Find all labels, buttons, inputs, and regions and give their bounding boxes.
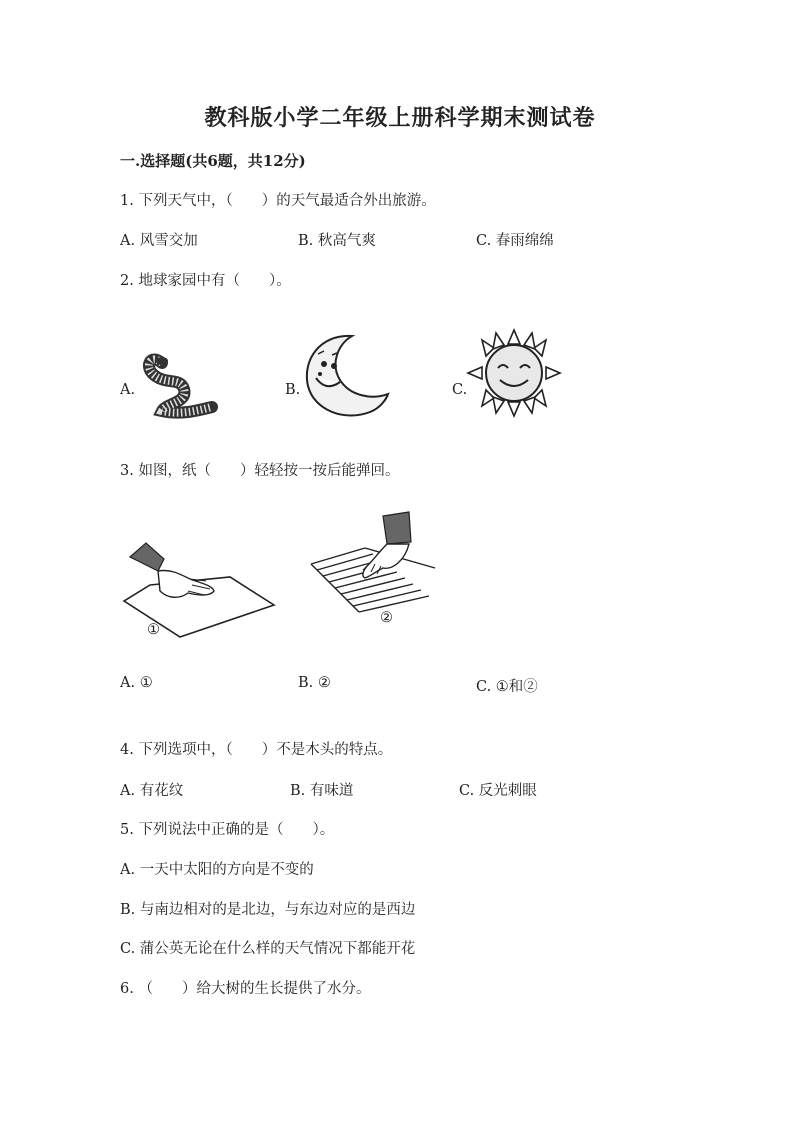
question-2-text: 2. 地球家园中有（ ）。 <box>120 273 291 289</box>
question-2-option-b[interactable]: B. <box>285 382 301 398</box>
corrugated-paper-hand-icon <box>305 512 445 612</box>
question-5-option-a[interactable]: A. 一天中太阳的方向是不变的 <box>120 862 314 878</box>
question-2-option-a[interactable]: A. <box>120 382 136 398</box>
page-title: 教科版小学二年级上册科学期末测试卷 <box>204 105 596 131</box>
question-1-option-c[interactable]: C. 春雨绵绵 <box>476 233 554 249</box>
question-3-option-c[interactable]: C. ①和② <box>476 679 538 695</box>
question-5-option-b[interactable]: B. 与南边相对的是北边，与东边对应的是西边 <box>120 902 416 918</box>
question-5-text: 5. 下列说法中正确的是（ ）。 <box>120 822 335 838</box>
crescent-moon-icon <box>300 330 392 422</box>
question-6-text: 6. （ ）给大树的生长提供了水分。 <box>120 981 371 997</box>
figure-2-label: ② <box>380 610 393 626</box>
sun-icon <box>468 330 560 416</box>
question-5-option-c[interactable]: C. 蒲公英无论在什么样的天气情况下都能开花 <box>120 941 416 957</box>
question-2-option-c[interactable]: C. <box>452 382 468 398</box>
question-4-text: 4. 下列选项中，（ ）不是木头的特点。 <box>120 742 393 758</box>
question-4-option-c[interactable]: C. 反光刺眼 <box>459 783 537 799</box>
question-3-text: 3. 如图，纸（ ）轻轻按一按后能弹回。 <box>120 463 400 479</box>
section-heading: 一.选择题(共6题，共12分) <box>120 152 306 170</box>
figure-1-label: ① <box>147 622 160 638</box>
flat-paper-hand-icon <box>120 535 280 645</box>
question-3-option-b[interactable]: B. ② <box>298 675 331 691</box>
question-3-option-a[interactable]: A. ① <box>120 675 153 691</box>
question-1-text: 1. 下列天气中，（ ）的天气最适合外出旅游。 <box>120 193 436 209</box>
question-4-option-b[interactable]: B. 有味道 <box>290 783 354 799</box>
question-4-option-a[interactable]: A. 有花纹 <box>120 783 184 799</box>
earthworm-icon <box>140 345 220 420</box>
question-1-option-b[interactable]: B. 秋高气爽 <box>298 233 376 249</box>
question-1-option-a[interactable]: A. 风雪交加 <box>120 233 198 249</box>
